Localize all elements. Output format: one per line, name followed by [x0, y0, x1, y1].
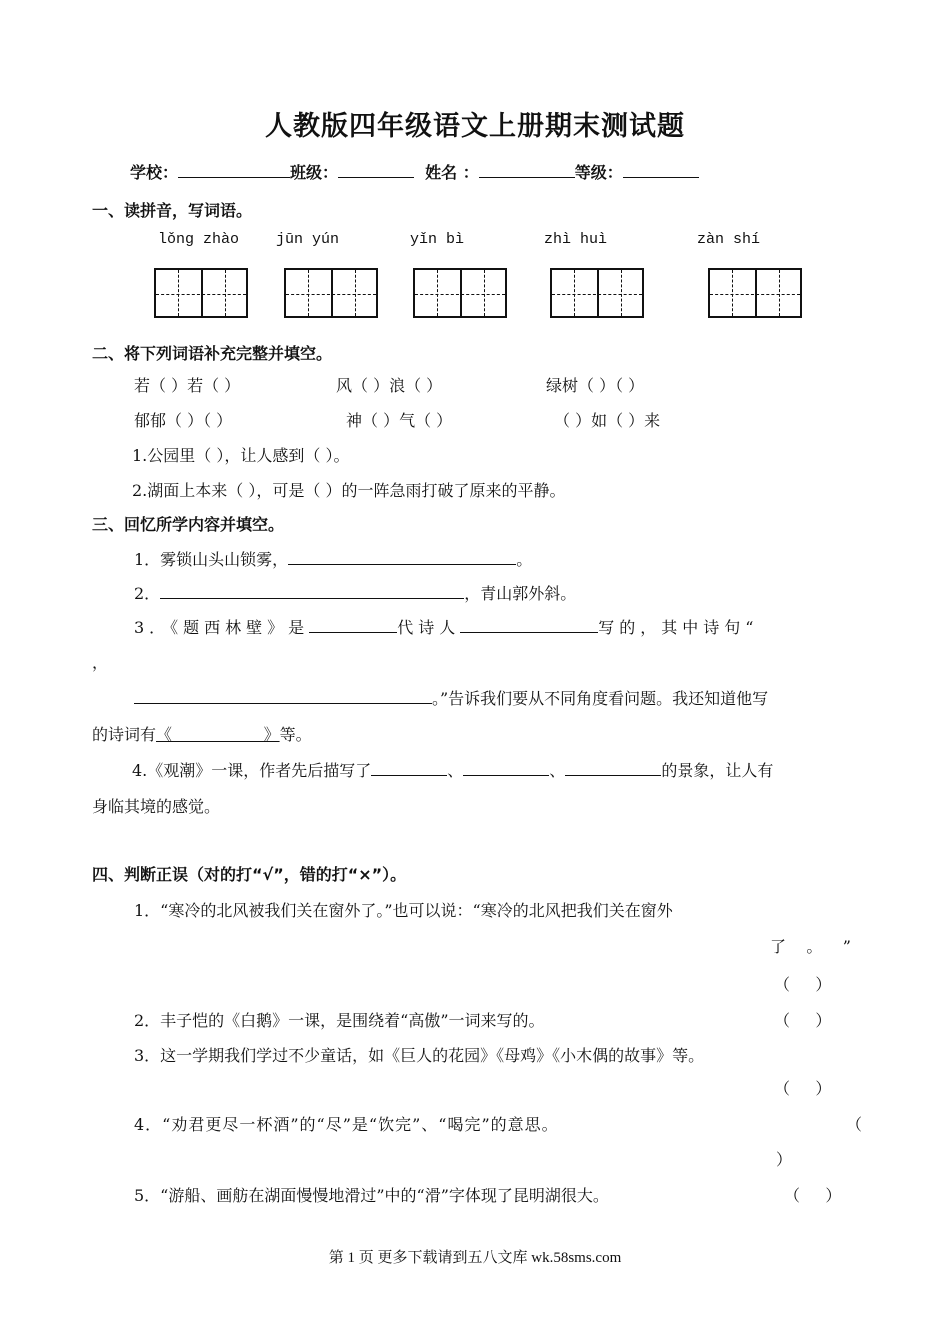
poem-question-3-line: 写的，其中诗句“	[598, 618, 759, 637]
writing-grid-1[interactable]	[154, 268, 248, 318]
poem-question-1	[134, 547, 532, 570]
poem-question-4	[132, 758, 773, 781]
idiom-2: 风（ ）浪（ ）	[336, 376, 443, 395]
fill-question-2: 2.湖面上本来（ ），可是（ ）的一阵急雨打破了原来的平静。	[132, 481, 566, 500]
idiom-4: 郁郁（ ）（ ）	[134, 411, 233, 430]
poem-question-3-more	[92, 722, 312, 745]
judge-answer-4-open[interactable]: （	[846, 1115, 863, 1134]
poem-blank-1[interactable]	[288, 548, 516, 565]
poem-question-2-number: 2．	[134, 584, 161, 603]
class-label: 班级：	[290, 163, 339, 182]
grade-blank[interactable]	[623, 161, 699, 178]
judge-question-3: 3．这一学期我们学过不少童话，如《巨人的花园》《母鸡》《小木偶的故事》等。	[134, 1046, 705, 1065]
name-blank[interactable]	[479, 161, 575, 178]
school-blank[interactable]	[178, 161, 290, 178]
separator-1: 、	[447, 761, 464, 780]
idiom-5: 神（ ）气（ ）	[346, 411, 453, 430]
judge-question-1: 1．“寒冷的北风被我们关在窗外了。”也可以说：“寒冷的北风把我们关在窗外	[134, 901, 673, 920]
section2-heading: 二、将下列词语补充完整并填空。	[92, 344, 333, 363]
judge-answer-4-close[interactable]: ）	[776, 1150, 793, 1169]
pinyin-1: lǒnɡ zhào	[158, 231, 240, 248]
poem-question-4-text: 4.《观潮》一课，作者先后描写了	[132, 761, 372, 780]
section1-heading: 一、读拼音，写词语。	[92, 201, 253, 220]
idiom-1: 若（ ）若（ ）	[134, 376, 241, 395]
judge-question-2: 2．丰子恺的《白鹅》一课，是围绕着“高傲”一词来写的。	[134, 1011, 545, 1030]
poem-question-4-cont: 身临其境的感觉。	[92, 797, 221, 816]
school-label: 学校：	[130, 163, 179, 182]
scene-blank-2[interactable]	[463, 759, 549, 776]
works-blank[interactable]: 《 》	[156, 725, 280, 744]
dynasty-blank[interactable]	[309, 616, 397, 633]
grade-label: 等级：	[574, 163, 623, 182]
poem-question-3-poet: 代诗人	[397, 618, 461, 637]
judge-question-5: 5．“游船、画舫在湖面慢慢地滑过”中的“滑”字体现了昆明湖很大。	[134, 1186, 609, 1205]
pinyin-4: zhì huì	[544, 231, 608, 248]
separator-2: 、	[549, 761, 566, 780]
idiom-3: 绿树（ ）（ ）	[546, 376, 645, 395]
poem-question-3-comma: ，	[92, 653, 109, 672]
poem-question-1-end: 。	[516, 550, 533, 569]
judge-question-1-cont: 了 。 ”	[770, 937, 851, 956]
poem-question-3-cont	[134, 686, 768, 709]
pinyin-2: jūn yún	[276, 231, 340, 248]
writing-grid-5[interactable]	[708, 268, 802, 318]
writing-grid-2[interactable]	[284, 268, 378, 318]
poem-question-4-tail: 的景象，让人有	[661, 761, 774, 780]
judge-answer-1[interactable]: （ ）	[774, 975, 832, 994]
scene-blank-3[interactable]	[565, 759, 661, 776]
poem-question-3-text: 3．《题西林壁》是	[134, 618, 310, 637]
poem-line-blank[interactable]	[134, 687, 432, 704]
poem-question-1-text: 1．雾锁山头山锁雾，	[134, 550, 289, 569]
poem-question-2-text: ，青山郭外斜。	[464, 584, 577, 603]
poem-question-2	[134, 581, 576, 604]
judge-question-4: 4．“劝君更尽一杯酒”的“尽”是“饮完”、“喝完”的意思。	[134, 1115, 559, 1134]
writing-grid-3[interactable]	[413, 268, 507, 318]
scene-blank-1[interactable]	[371, 759, 447, 776]
poem-question-3-works: 的诗词有	[92, 725, 157, 744]
poet-blank[interactable]	[460, 616, 598, 633]
poem-question-3	[134, 615, 758, 638]
writing-grid-4[interactable]	[550, 268, 644, 318]
class-blank[interactable]	[338, 161, 414, 178]
idiom-6: （ ）如（ ）来	[554, 411, 661, 430]
judge-answer-3[interactable]: （ ）	[774, 1079, 832, 1098]
page-footer: 第 1 页 更多下载请到五八文库 wk.58sms.com	[328, 1250, 622, 1266]
section4-heading: 四、判断正误（对的打“√”，错的打“×”）。	[92, 865, 407, 884]
poem-question-3-tail: 。”告诉我们要从不同角度看问题。我还知道他写	[432, 689, 769, 708]
section3-heading: 三、回忆所学内容并填空。	[92, 515, 285, 534]
poem-blank-2[interactable]	[160, 582, 464, 599]
header-fields	[130, 160, 699, 183]
judge-answer-5[interactable]: （ ）	[784, 1186, 842, 1205]
pinyin-5: zàn shí	[697, 231, 761, 248]
page-title: 人教版四年级语文上册期末测试题	[265, 111, 685, 142]
fill-question-1: 1.公园里（ ），让人感到（ ）。	[132, 446, 350, 465]
judge-answer-2[interactable]: （ ）	[774, 1011, 832, 1030]
pinyin-3: yǐn bì	[410, 231, 465, 248]
name-label: 姓名 ：	[425, 163, 479, 182]
poem-question-3-end: 等。	[279, 725, 312, 744]
